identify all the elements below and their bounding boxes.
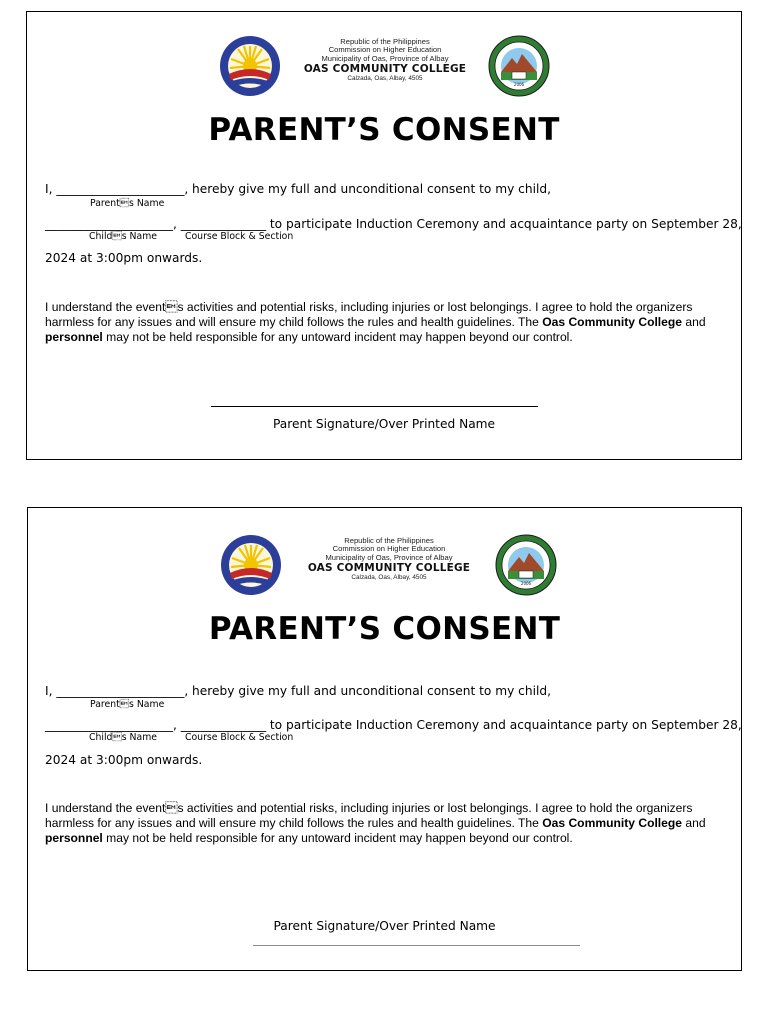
consent-paragraph bbox=[45, 300, 725, 345]
child-name-blank[interactable]: _____________________ bbox=[45, 718, 173, 732]
signature-caption: Parent Signature/Over Printed Name bbox=[272, 417, 496, 431]
parent-name-caption: Parents Name bbox=[90, 198, 165, 209]
paragraph-text-3: may not be held responsible for any untoward incident may happen beyond our control. bbox=[102, 330, 573, 344]
consent-line-1 bbox=[45, 684, 551, 699]
course-section-caption: Course Block & Section bbox=[185, 231, 294, 242]
consent-line-3: 2024 at 3:00pm onwards. bbox=[45, 251, 203, 265]
letterhead-municipality: Municipality of Oas, Province of Albay bbox=[321, 53, 449, 63]
ched-seal-year: 1994 bbox=[244, 83, 256, 88]
consent-line-1-prefix: I, bbox=[45, 684, 57, 698]
signature-line[interactable] bbox=[211, 406, 538, 407]
occ-seal-logo bbox=[491, 533, 561, 597]
letterhead-municipality: Municipality of Oas, Province of Albay bbox=[325, 552, 453, 562]
letterhead bbox=[217, 34, 552, 98]
paragraph-text-2: and bbox=[682, 816, 706, 830]
ched-seal-logo bbox=[217, 34, 283, 98]
course-section-blank[interactable]: ______________ bbox=[180, 217, 267, 231]
consent-line-1 bbox=[45, 182, 551, 197]
parent-name-blank[interactable]: _____________________ bbox=[56, 182, 185, 196]
consent-line-3: 2024 at 3:00pm onwards. bbox=[45, 753, 203, 767]
consent-form-1 bbox=[26, 11, 742, 460]
occ-seal-logo bbox=[486, 34, 552, 98]
letterhead-college-name: OAS COMMUNITY COLLEGE bbox=[303, 63, 467, 76]
letterhead-address: Calzada, Oas, Albay, 4505 bbox=[351, 574, 427, 582]
ched-seal-year: 1994 bbox=[245, 582, 257, 587]
form-title: PARENT’S CONSENT bbox=[208, 611, 561, 647]
consent-line-2 bbox=[45, 217, 742, 232]
parent-name-caption: Parents Name bbox=[90, 699, 165, 710]
consent-line-1-suffix: , hereby give my full and unconditional consent to my child, bbox=[184, 684, 551, 698]
consent-line-1-suffix: , hereby give my full and unconditional consent to my child, bbox=[184, 182, 551, 196]
letterhead-text bbox=[287, 38, 483, 82]
consent-line-2-suffix: to participate Induction Ceremony and acquaintance party on September 28, bbox=[266, 718, 742, 732]
ched-seal-logo bbox=[218, 533, 284, 597]
paragraph-bold-college: Oas Community College bbox=[542, 315, 683, 329]
paragraph-text-1: I understand the events activities and potential risks, including injuries or lost belongings. I agree to hold the organizers harmless for any issues and will ensure my child follows the rules and health guidelines. The bbox=[45, 801, 693, 830]
consent-line-2-comma: , bbox=[172, 718, 177, 732]
letterhead-college-name: OAS COMMUNITY COLLEGE bbox=[307, 562, 471, 575]
paragraph-bold-personnel: personnel bbox=[45, 831, 103, 845]
consent-line-2 bbox=[45, 718, 742, 733]
signature-caption: Parent Signature/Over Printed Name bbox=[273, 919, 496, 933]
course-section-blank[interactable]: ______________ bbox=[180, 718, 267, 732]
signature-line[interactable] bbox=[253, 945, 580, 946]
paragraph-text-2: and bbox=[682, 315, 706, 329]
course-section-caption: Course Block & Section bbox=[185, 732, 294, 743]
consent-line-2-suffix: to participate Induction Ceremony and acquaintance party on September 28, bbox=[266, 217, 742, 231]
letterhead-address: Calzada, Oas, Albay, 4505 bbox=[347, 75, 423, 83]
child-name-caption: Childs Name bbox=[89, 732, 157, 743]
letterhead-commission: Commission on Higher Education bbox=[328, 45, 442, 55]
letterhead-text bbox=[290, 537, 488, 581]
occ-seal-year: 2006 bbox=[520, 581, 532, 586]
child-name-blank[interactable]: _____________________ bbox=[45, 217, 173, 231]
consent-line-1-prefix: I, bbox=[45, 182, 57, 196]
consent-paragraph bbox=[45, 801, 725, 846]
parent-name-blank[interactable]: _____________________ bbox=[56, 684, 185, 698]
paragraph-text-3: may not be held responsible for any untoward incident may happen beyond our control. bbox=[102, 831, 573, 845]
paragraph-bold-personnel: personnel bbox=[45, 330, 103, 344]
letterhead-commission: Commission on Higher Education bbox=[332, 544, 446, 554]
paragraph-text-1: I understand the events activities and potential risks, including injuries or lost belongings. I agree to hold the organizers harmless for any issues and will ensure my child follows the rules and health guidelines. The bbox=[45, 300, 693, 329]
child-name-caption: Childs Name bbox=[89, 231, 157, 242]
letterhead-republic: Republic of the Philippines bbox=[344, 536, 434, 545]
letterhead-republic: Republic of the Philippines bbox=[340, 37, 430, 46]
consent-line-2-comma: , bbox=[172, 217, 177, 231]
occ-seal-year: 2006 bbox=[513, 82, 525, 87]
paragraph-bold-college: Oas Community College bbox=[542, 816, 683, 830]
consent-form-2 bbox=[27, 507, 742, 971]
letterhead bbox=[218, 533, 561, 597]
form-title: PARENT’S CONSENT bbox=[208, 112, 560, 148]
